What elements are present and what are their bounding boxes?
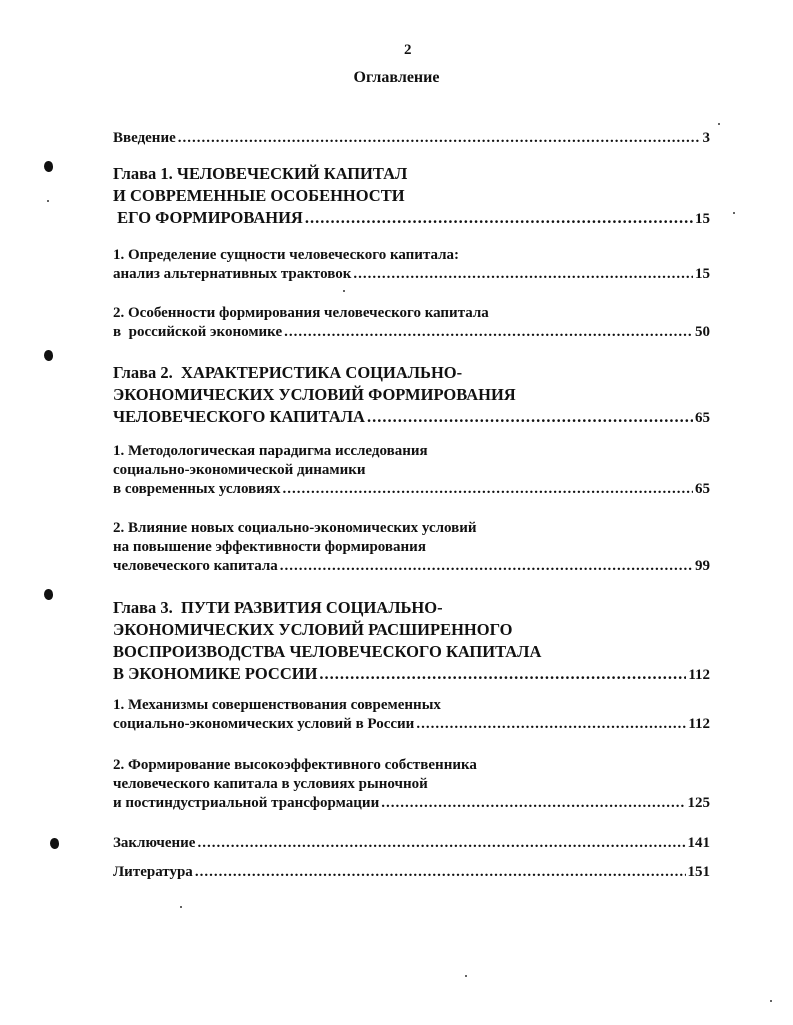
dot-leader [197,834,685,853]
toc-entry-conclusion [113,834,710,853]
dot-leader [280,557,693,576]
entry-line: человеческого капитала [113,558,278,574]
toc-entry-chapter-3 [113,597,710,686]
entry-line: Глава 2. ХАРАКТЕРИСТИКА СОЦИАЛЬНО- [113,363,463,382]
dot-leader [195,863,686,882]
entry-line: в российской экономике [113,324,283,340]
scan-mark [44,161,53,172]
entry-line: в современных условиях [113,481,281,497]
entry-line: ЧЕЛОВЕЧЕСКОГО КАПИТАЛА [113,407,365,426]
toc-entry-introduction [113,129,710,148]
toc-entry-chapter-2 [113,362,710,429]
scan-mark [44,350,53,361]
entry-page: 15 [695,211,710,227]
entry-line: человеческого капитала в условиях рыночной [113,776,428,792]
entry-line: на повышение эффективности формирования [113,539,426,555]
entry-page: 15 [695,266,710,282]
toc-entry-section-2-2 [113,519,710,576]
toc-entry-section-1-1 [113,246,710,284]
toc-entry-chapter-1 [113,163,710,230]
toc-title: Оглавление [353,69,440,86]
page-number: 2 [404,42,412,58]
entry-line: анализ альтернативных трактовок [113,266,352,282]
scan-speck [180,906,182,908]
dot-leader [305,207,693,229]
entry-line: социально-экономических условий в России [113,716,415,732]
toc-entry-section-2-1 [113,442,710,499]
entry-page: 50 [695,324,710,340]
entry-line: ЭКОНОМИЧЕСКИХ УСЛОВИЙ ФОРМИРОВАНИЯ [113,385,516,404]
entry-line: И СОВРЕМЕННЫЕ ОСОБЕННОСТИ [113,186,405,205]
entry-page: 99 [695,558,710,574]
dot-leader [353,265,693,284]
scan-speck [733,212,735,214]
entry-page: 65 [695,481,710,497]
entry-line: 1. Механизмы совершенствования современных [113,697,441,713]
entry-page: 65 [695,410,710,426]
entry-line: Глава 1. ЧЕЛОВЕЧЕСКИЙ КАПИТАЛ [113,164,408,183]
entry-line: социально-экономической динамики [113,462,366,478]
entry-page: 151 [687,864,710,880]
scan-speck [718,123,720,125]
entry-line: 1. Методологическая парадигма исследования [113,443,428,459]
entry-page: 141 [687,835,710,851]
scan-speck [770,1000,772,1002]
dot-leader [282,480,693,499]
entry-line: ЕГО ФОРМИРОВАНИЯ [113,208,303,227]
entry-line: 2. Формирование высокоэффективного собственника [113,757,477,773]
entry-page: 112 [688,716,710,732]
scan-mark [50,838,59,849]
scan-speck [47,200,49,202]
scan-speck [465,975,467,977]
entry-page: 125 [687,795,710,811]
entry-text: Введение [113,130,176,146]
dot-leader [367,406,693,428]
entry-line: 2. Влияние новых социально-экономических условий [113,520,477,536]
dot-leader [381,794,685,813]
entry-line: ВОСПРОИЗВОДСТВА ЧЕЛОВЕЧЕСКОГО КАПИТАЛА [113,642,542,661]
entry-text: Литература [113,864,193,880]
dot-leader [178,129,701,148]
entry-line: 2. Особенности формирования человеческого капитала [113,305,489,321]
entry-line: В ЭКОНОМИКЕ РОССИИ [113,664,318,683]
entry-line: и постиндустриальной трансформации [113,795,380,811]
scan-mark [44,589,53,600]
entry-line: 1. Определение сущности человеческого капитала: [113,247,460,263]
dot-leader [284,323,693,342]
scan-speck [343,290,345,292]
toc-entry-section-3-1 [113,696,710,734]
dot-leader [319,663,686,685]
toc-entry-bibliography [113,863,710,882]
entry-line: Глава 3. ПУТИ РАЗВИТИЯ СОЦИАЛЬНО- [113,598,443,617]
toc-entry-section-1-2 [113,304,710,342]
entry-line: ЭКОНОМИЧЕСКИХ УСЛОВИЙ РАСШИРЕННОГО [113,620,513,639]
entry-page: 112 [688,667,710,683]
entry-text: Заключение [113,835,196,851]
entry-page: 3 [702,130,710,146]
toc-entry-section-3-2 [113,756,710,813]
dot-leader [416,715,686,734]
